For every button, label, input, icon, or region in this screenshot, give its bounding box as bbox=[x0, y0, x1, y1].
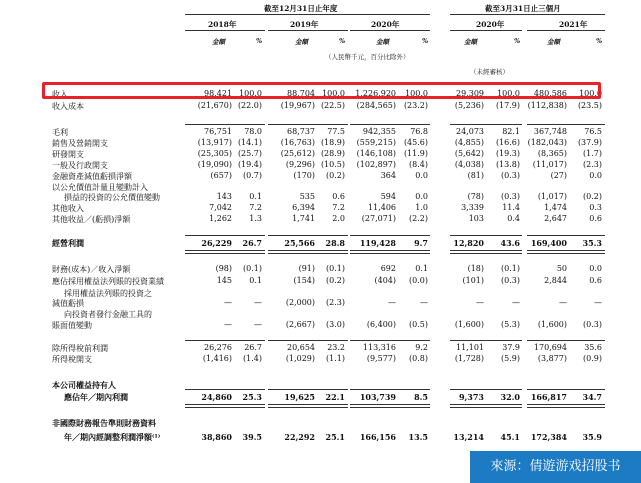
amount-cell: 25,566 bbox=[284, 238, 315, 248]
amount-cell: (1,600) bbox=[537, 320, 567, 329]
percent-cell: 26.7 bbox=[244, 343, 262, 352]
percent-cell: 22.1 bbox=[325, 392, 345, 402]
amount-subheader: 金額 bbox=[547, 38, 560, 46]
amount-cell: (25,612) bbox=[280, 149, 315, 158]
amount-cell: 1,262 bbox=[209, 214, 232, 223]
percent-cell: (3.0) bbox=[326, 320, 345, 329]
amount-cell: (5,236) bbox=[454, 101, 484, 110]
amount-cell: — bbox=[224, 320, 232, 329]
row-label: 研發開支 bbox=[52, 150, 84, 159]
percent-cell: (2.3) bbox=[583, 160, 602, 169]
percent-cell: — bbox=[420, 298, 428, 307]
amount-subheader: 金額 bbox=[464, 38, 477, 46]
amount-cell: 113,316 bbox=[362, 343, 396, 352]
amount-cell: 166,156 bbox=[359, 432, 396, 442]
row-label: 一般及行政開支 bbox=[52, 161, 108, 170]
percent-cell: (2.2) bbox=[409, 214, 428, 223]
percent-cell: (1.1) bbox=[326, 354, 345, 363]
amount-cell: 29,309 bbox=[456, 89, 484, 98]
amount-cell: 38,860 bbox=[201, 432, 232, 442]
amount-cell: (13,917) bbox=[197, 138, 232, 147]
amount-cell: 20,654 bbox=[287, 343, 315, 352]
percent-cell: (0.3) bbox=[583, 320, 602, 329]
amount-cell: 24,860 bbox=[201, 392, 232, 402]
percent-cell: 9.7 bbox=[414, 238, 428, 248]
amount-cell: (4,855) bbox=[454, 138, 484, 147]
revenue-highlight-box bbox=[42, 82, 601, 99]
amount-cell: 6,394 bbox=[292, 203, 315, 212]
percent-cell: 0.0 bbox=[589, 171, 602, 180]
amount-cell: (284,565) bbox=[356, 101, 396, 110]
percent-cell: 100.0 bbox=[239, 89, 262, 98]
amount-subheader: 金額 bbox=[212, 38, 225, 46]
amount-cell: (3,877) bbox=[537, 354, 567, 363]
percent-cell: (0.2) bbox=[326, 276, 345, 285]
amount-cell: (101) bbox=[462, 276, 484, 285]
row-label: 經營利潤 bbox=[52, 238, 84, 248]
amount-cell: 480,586 bbox=[533, 89, 567, 98]
amount-cell: 172,384 bbox=[530, 432, 567, 442]
percent-cell: 1.3 bbox=[249, 214, 262, 223]
amount-cell: 364 bbox=[380, 171, 396, 180]
row-label: 向投資者發行金融工具的 bbox=[64, 310, 152, 319]
percent-cell: (13.8) bbox=[495, 160, 520, 169]
percent-cell: (0.2) bbox=[326, 171, 345, 180]
amount-cell: 169,400 bbox=[530, 238, 567, 248]
percent-cell: 100.0 bbox=[579, 89, 602, 98]
amount-cell: — bbox=[476, 298, 484, 307]
percent-cell: 100.0 bbox=[405, 89, 428, 98]
percent-cell: 13.5 bbox=[408, 432, 428, 442]
percent-cell: 23.2 bbox=[327, 343, 345, 352]
percent-subheader: % bbox=[256, 37, 263, 45]
percent-cell: (5.9) bbox=[501, 354, 520, 363]
amount-cell: (170) bbox=[293, 171, 315, 180]
percent-cell: 7.2 bbox=[332, 203, 345, 212]
percent-cell: 1.0 bbox=[415, 203, 428, 212]
percent-cell: (0.3) bbox=[501, 192, 520, 201]
amount-cell: 24,073 bbox=[456, 127, 484, 136]
amount-cell: (112,838) bbox=[527, 101, 567, 110]
percent-cell: 37.9 bbox=[502, 343, 520, 352]
percent-cell: (22.5) bbox=[320, 101, 345, 110]
amount-cell: (6,400) bbox=[366, 320, 396, 329]
percent-cell: (37.9) bbox=[577, 138, 602, 147]
percent-cell: (28.9) bbox=[320, 149, 345, 158]
amount-cell: (18) bbox=[467, 264, 484, 273]
percent-cell: 26.7 bbox=[242, 238, 262, 248]
percent-cell: 9.2 bbox=[415, 343, 428, 352]
percent-cell: 35.9 bbox=[582, 432, 602, 442]
amount-cell: (27,071) bbox=[361, 214, 396, 223]
year-group-header: 截至12月31日止年度 bbox=[264, 4, 338, 13]
amount-cell: (182,043) bbox=[527, 138, 567, 147]
percent-cell: 0.0 bbox=[415, 192, 428, 201]
amount-cell: 3,339 bbox=[461, 203, 484, 212]
amount-cell: 2,844 bbox=[544, 276, 567, 285]
percent-cell: (0.1) bbox=[326, 264, 345, 273]
percent-cell: 0.0 bbox=[589, 264, 602, 273]
percent-cell: 32.0 bbox=[500, 392, 520, 402]
percent-cell: 34.7 bbox=[582, 392, 602, 402]
amount-cell: 942,355 bbox=[362, 127, 396, 136]
percent-cell: (1.4) bbox=[243, 354, 262, 363]
year-header-2019: 2019年 bbox=[290, 20, 319, 29]
amount-cell: 143 bbox=[216, 192, 232, 201]
percent-cell: (17.9) bbox=[495, 101, 520, 110]
percent-subheader: % bbox=[339, 37, 346, 45]
amount-cell: 166,817 bbox=[530, 392, 567, 402]
amount-cell: 7,042 bbox=[209, 203, 232, 212]
amount-cell: (2,667) bbox=[285, 320, 315, 329]
percent-cell: 82.1 bbox=[502, 127, 520, 136]
percent-cell: (14.1) bbox=[237, 138, 262, 147]
amount-cell: (21,670) bbox=[197, 101, 232, 110]
percent-cell: — bbox=[512, 298, 520, 307]
amount-cell: 594 bbox=[380, 192, 396, 201]
percent-cell: 39.5 bbox=[242, 432, 262, 442]
amount-cell: 26,276 bbox=[204, 343, 232, 352]
amount-cell: 13,214 bbox=[453, 432, 484, 442]
percent-cell: (19.4) bbox=[237, 160, 262, 169]
percent-cell: 100.0 bbox=[497, 89, 520, 98]
amount-cell: (81) bbox=[467, 171, 484, 180]
amount-cell: 170,694 bbox=[533, 343, 567, 352]
amount-cell: (1,017) bbox=[537, 192, 567, 201]
percent-cell: (0.1) bbox=[501, 264, 520, 273]
amount-cell: 22,292 bbox=[284, 432, 315, 442]
percent-cell: (25.7) bbox=[237, 149, 262, 158]
amount-cell: (1,416) bbox=[202, 354, 232, 363]
percent-subheader: % bbox=[514, 37, 521, 45]
unaudited-note: （未經審核） bbox=[470, 68, 509, 76]
amount-cell: 19,625 bbox=[284, 392, 315, 402]
year-header-2020: 2020年 bbox=[371, 20, 400, 29]
percent-cell: (0.3) bbox=[501, 276, 520, 285]
amount-cell: (102,897) bbox=[356, 160, 396, 169]
row-label: 金融資產減值虧損淨額 bbox=[52, 172, 132, 181]
row-label: 非國際財務報告準則財務資料 bbox=[52, 418, 156, 428]
percent-cell: 28.8 bbox=[325, 238, 345, 248]
percent-cell: (0.7) bbox=[243, 171, 262, 180]
percent-cell: (8.4) bbox=[409, 160, 428, 169]
amount-cell: (25,305) bbox=[197, 149, 232, 158]
unit-note: （人民幣千元，百分比除外） bbox=[325, 53, 410, 61]
row-label: 所得稅開支 bbox=[52, 355, 92, 364]
percent-cell: — bbox=[254, 298, 262, 307]
percent-cell: 25.3 bbox=[242, 392, 262, 402]
amount-cell: (78) bbox=[467, 192, 484, 201]
amount-cell: 692 bbox=[380, 264, 396, 273]
row-label: 其他收入 bbox=[52, 204, 84, 213]
quarter-header-2021: 2021年 bbox=[559, 20, 588, 29]
percent-cell: 0.6 bbox=[589, 214, 602, 223]
amount-cell: 119,428 bbox=[359, 238, 396, 248]
percent-cell: 100.0 bbox=[322, 89, 345, 98]
amount-cell: 12,820 bbox=[453, 238, 484, 248]
amount-cell: (154) bbox=[293, 276, 315, 285]
percent-cell: 0.6 bbox=[589, 276, 602, 285]
row-label: 收入成本 bbox=[52, 102, 84, 111]
amount-cell: (4,038) bbox=[454, 160, 484, 169]
quarter-header-2020: 2020年 bbox=[476, 20, 505, 29]
row-label: 收入 bbox=[52, 90, 68, 99]
percent-cell: (16.6) bbox=[495, 138, 520, 147]
percent-cell: (2.3) bbox=[326, 298, 345, 307]
amount-cell: 11,406 bbox=[368, 203, 396, 212]
amount-cell: (98) bbox=[215, 264, 232, 273]
amount-cell: 367,748 bbox=[533, 127, 567, 136]
percent-cell: 76.8 bbox=[410, 127, 428, 136]
amount-cell: (1,029) bbox=[285, 354, 315, 363]
percent-cell: (18.9) bbox=[320, 138, 345, 147]
percent-cell: 0.4 bbox=[507, 214, 520, 223]
amount-cell: (91) bbox=[298, 264, 315, 273]
percent-cell: (23.5) bbox=[577, 101, 602, 110]
amount-cell: — bbox=[559, 298, 567, 307]
percent-cell: 76.5 bbox=[584, 127, 602, 136]
amount-subheader: 金額 bbox=[376, 38, 389, 46]
percent-cell: 35.3 bbox=[582, 238, 602, 248]
amount-cell: (2,000) bbox=[285, 298, 315, 307]
row-label: 應佔年／期內利潤 bbox=[64, 392, 128, 402]
percent-cell: 77.5 bbox=[327, 127, 345, 136]
amount-cell: (16,763) bbox=[280, 138, 315, 147]
row-label: 應佔採用權益法列賬的投資業績 bbox=[52, 277, 164, 286]
percent-cell: (10.5) bbox=[320, 160, 345, 169]
amount-cell: (19,967) bbox=[280, 101, 315, 110]
amount-cell: 76,751 bbox=[204, 127, 232, 136]
amount-cell: 50 bbox=[556, 264, 567, 273]
percent-cell: 8.5 bbox=[414, 392, 428, 402]
amount-cell: 9,373 bbox=[458, 392, 484, 402]
percent-cell: 43.6 bbox=[500, 238, 520, 248]
row-label: 本公司權益持有人 bbox=[52, 380, 116, 390]
percent-cell: 25.1 bbox=[325, 432, 345, 442]
percent-cell: 11.4 bbox=[502, 203, 520, 212]
amount-cell: (27) bbox=[550, 171, 567, 180]
source-watermark: 來源：倩遊游戏招股书 bbox=[470, 451, 641, 483]
percent-cell: (0.0) bbox=[409, 276, 428, 285]
amount-cell: 2,647 bbox=[544, 214, 567, 223]
percent-cell: (0.5) bbox=[409, 320, 428, 329]
amount-cell: (1,600) bbox=[454, 320, 484, 329]
amount-cell: 1,474 bbox=[544, 203, 567, 212]
percent-cell: 0.6 bbox=[332, 192, 345, 201]
amount-cell: — bbox=[388, 298, 396, 307]
amount-cell: 535 bbox=[299, 192, 315, 201]
amount-cell: 1,741 bbox=[292, 214, 315, 223]
quarter-group-header: 截至3月31日止三個月 bbox=[485, 4, 561, 13]
percent-cell: (0.9) bbox=[583, 354, 602, 363]
amount-cell: (404) bbox=[374, 276, 396, 285]
amount-cell: 98,421 bbox=[204, 89, 232, 98]
percent-cell: 0.0 bbox=[415, 171, 428, 180]
row-label: 年／期內經調整利潤淨額⁽¹⁾ bbox=[64, 432, 161, 442]
amount-cell: (559,215) bbox=[356, 138, 396, 147]
amount-cell: (5,642) bbox=[454, 149, 484, 158]
percent-cell: 2.0 bbox=[332, 214, 345, 223]
amount-cell: (9,577) bbox=[366, 354, 396, 363]
percent-cell: (0.8) bbox=[409, 354, 428, 363]
percent-cell: 45.1 bbox=[500, 432, 520, 442]
percent-cell: (23.2) bbox=[403, 101, 428, 110]
row-label: 財務(成本)／收入淨額 bbox=[52, 265, 131, 274]
percent-cell: (5.3) bbox=[501, 320, 520, 329]
amount-subheader: 金額 bbox=[295, 38, 308, 46]
amount-cell: 103,739 bbox=[359, 392, 396, 402]
amount-cell: (1,728) bbox=[454, 354, 484, 363]
amount-cell: (146,108) bbox=[356, 149, 396, 158]
percent-cell: 0.1 bbox=[249, 276, 262, 285]
amount-cell: (657) bbox=[210, 171, 232, 180]
percent-subheader: % bbox=[422, 37, 429, 45]
percent-cell: 35.6 bbox=[584, 343, 602, 352]
row-label: 賬面值變動 bbox=[52, 321, 92, 330]
percent-cell: (45.6) bbox=[403, 138, 428, 147]
percent-cell: (22.0) bbox=[237, 101, 262, 110]
row-label: 採用權益法列賬的投資之 bbox=[64, 289, 152, 298]
percent-cell: (11.9) bbox=[403, 149, 428, 158]
row-label: 損益的投資的公允價值變動 bbox=[64, 193, 160, 202]
percent-cell: (1.7) bbox=[583, 149, 602, 158]
year-header-2018: 2018年 bbox=[208, 20, 237, 29]
percent-subheader: % bbox=[596, 37, 603, 45]
percent-cell: 0.1 bbox=[249, 192, 262, 201]
amount-cell: (8,365) bbox=[537, 149, 567, 158]
percent-cell: (0.2) bbox=[583, 192, 602, 201]
amount-cell: 26,229 bbox=[201, 238, 232, 248]
row-label: 減值虧損 bbox=[52, 299, 84, 308]
percent-cell: 0.3 bbox=[589, 203, 602, 212]
amount-cell: 103 bbox=[468, 214, 484, 223]
percent-cell: — bbox=[594, 298, 602, 307]
percent-cell: (19.3) bbox=[495, 149, 520, 158]
amount-cell: 88,704 bbox=[287, 89, 315, 98]
amount-cell: (19,090) bbox=[197, 160, 232, 169]
percent-cell: 7.2 bbox=[249, 203, 262, 212]
row-label: 其他收益／(虧損)淨額 bbox=[52, 215, 131, 224]
percent-cell: 0.1 bbox=[415, 264, 428, 273]
row-label: 除所得稅前利潤 bbox=[52, 344, 108, 353]
percent-cell: (0.1) bbox=[243, 264, 262, 273]
row-label: 以公允價值計量且變動計入 bbox=[52, 183, 148, 192]
percent-cell: — bbox=[254, 320, 262, 329]
amount-cell: (11,017) bbox=[532, 160, 567, 169]
row-label: 毛利 bbox=[52, 128, 68, 137]
percent-cell: 78.0 bbox=[244, 127, 262, 136]
row-label: 銷售及營銷開支 bbox=[52, 139, 108, 148]
amount-cell: (9,296) bbox=[285, 160, 315, 169]
amount-cell: 145 bbox=[216, 276, 232, 285]
amount-cell: 68,737 bbox=[287, 127, 315, 136]
percent-cell: (0.3) bbox=[501, 171, 520, 180]
amount-cell: 1,226,920 bbox=[355, 89, 396, 98]
amount-cell: 11,101 bbox=[456, 343, 484, 352]
amount-cell: — bbox=[224, 298, 232, 307]
